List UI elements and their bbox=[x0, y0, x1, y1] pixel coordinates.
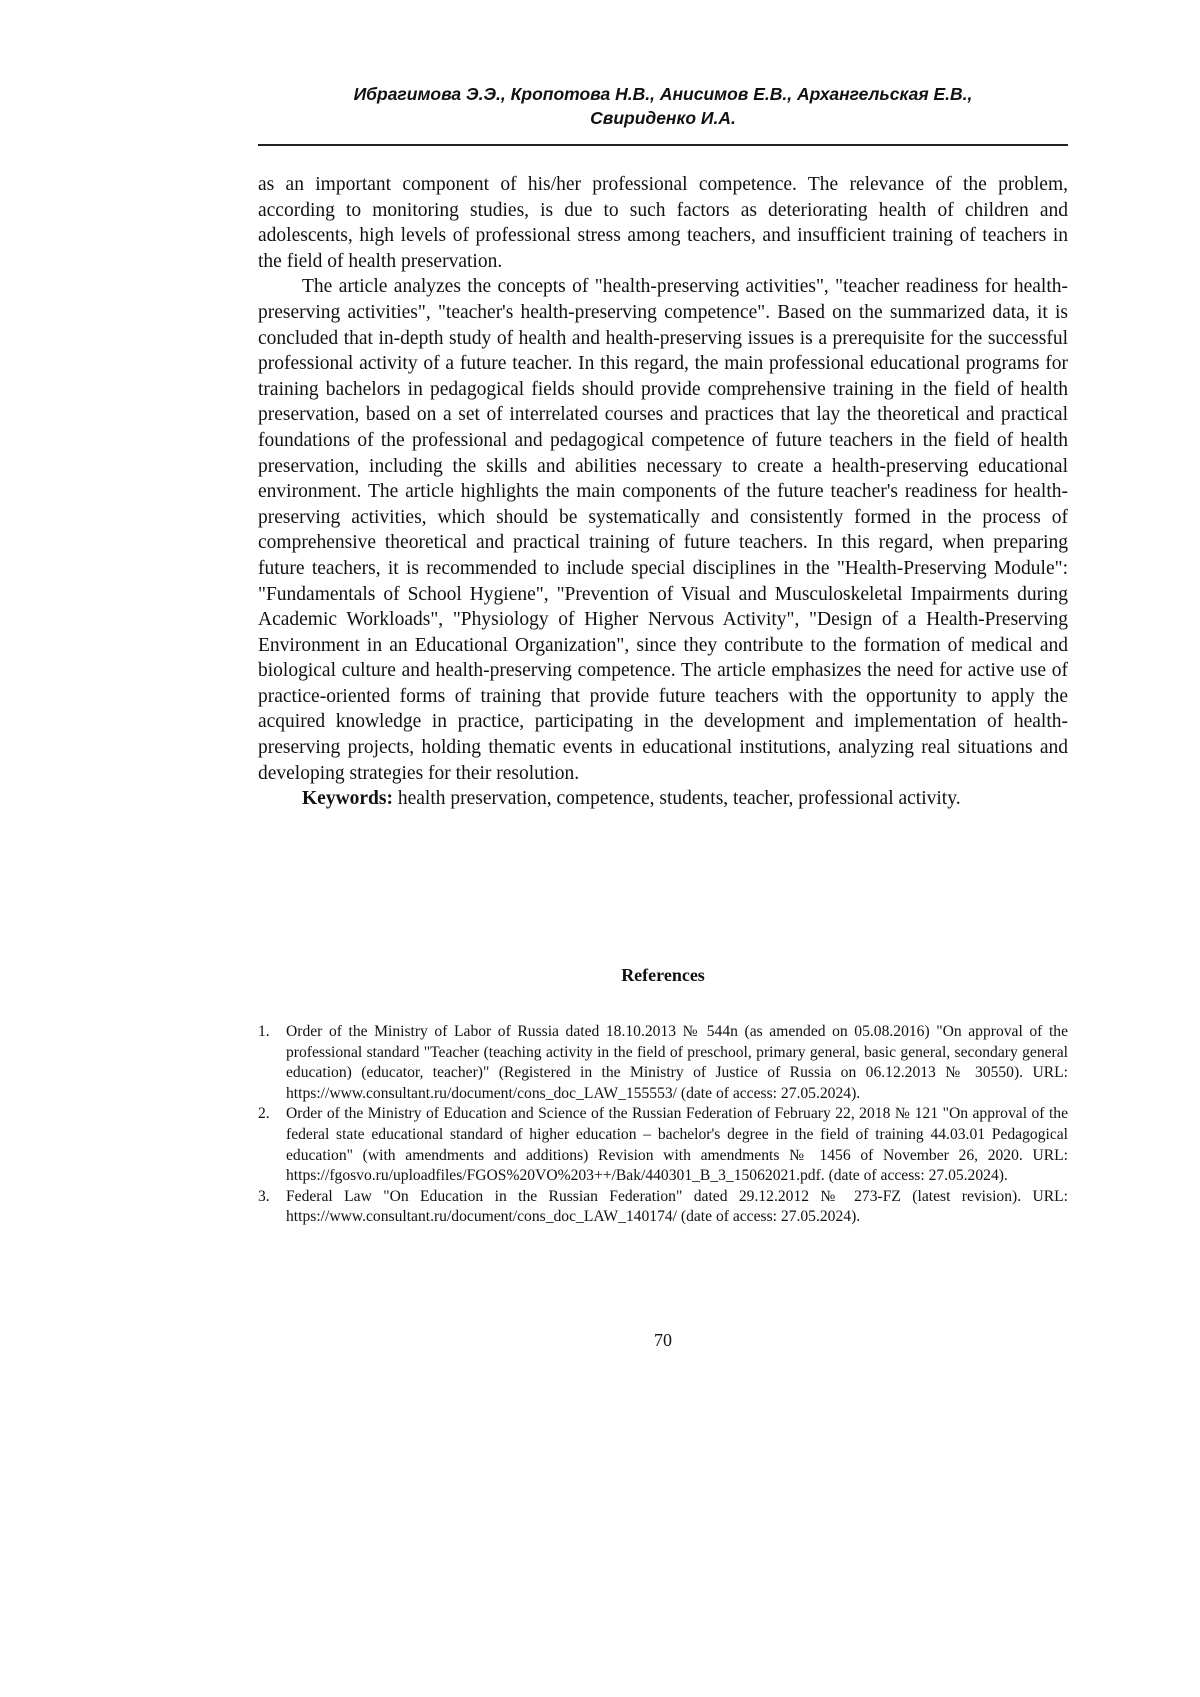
header-divider bbox=[258, 144, 1068, 146]
authors-line-1: Ибрагимова Э.Э., Кропотова Н.В., Анисимов Е.В., Архангельская Е.В., bbox=[258, 82, 1068, 106]
page-number: 70 bbox=[258, 1330, 1068, 1351]
reference-item bbox=[258, 1187, 1068, 1228]
paragraph-1: as an important component of his/her professional competence. The relevance of the problem, according to monitoring studies, is due to such factors as deteriorating health of children and adolescents, high levels of professional stress among teachers, and insufficient training of teachers in the field of health preservation. bbox=[258, 172, 1068, 274]
reference-number: 3. bbox=[258, 1187, 270, 1208]
reference-item bbox=[258, 1022, 1068, 1104]
references-list bbox=[258, 1022, 1068, 1228]
keywords-text: health preservation, competence, students, teacher, professional activity. bbox=[393, 788, 961, 809]
abstract-body bbox=[258, 172, 1068, 812]
paragraph-2: The article analyzes the concepts of "health-preserving activities", "teacher readiness for health-preserving activities", "teacher's health-preserving competence". Based on the summarized data, it is concluded that in-depth study of health and health-preserving issues is a prerequisite for the successful professional activity of a future teacher. In this regard, the main professional educational programs for training bachelors in pedagogical fields should provide comprehensive training in the field of health preservation, based on a set of interrelated courses and practices that lay the theoretical and practical foundations of the professional and pedagogical competence of future teachers in the field of health preservation, including the skills and abilities necessary to create a health-preserving educational environment. The article highlights the main components of the future teacher's readiness for health-preserving activities, which should be systematically and consistently formed in the process of comprehensive theoretical and practical training of future teachers. In this regard, when preparing future teachers, it is recommended to include special disciplines in the "Health-Preserving Module": "Fundamentals of School Hygiene", "Prevention of Visual and Musculoskeletal Impairments during Academic Workloads", "Physiology of Higher Nervous Activity", "Design of a Health-Preserving Environment in an Educational Organization", since they contribute to the formation of medical and biological culture and health-preserving competence. The article emphasizes the need for active use of practice-oriented forms of training that provide future teachers with the opportunity to apply the acquired knowledge in practice, participating in the development and implementation of health-preserving projects, holding thematic events in educational institutions, analyzing real situations and developing strategies for their resolution. bbox=[258, 274, 1068, 786]
keywords-label: Keywords: bbox=[302, 788, 393, 809]
reference-item bbox=[258, 1104, 1068, 1186]
reference-number: 1. bbox=[258, 1022, 270, 1043]
reference-text: Federal Law "On Education in the Russian Federation" dated 29.12.2012 № 273-FZ (latest revision). URL: https://www.consultant.ru/document/cons_doc_LAW_140174/ (date of access: 27.05.2024). bbox=[286, 1188, 1068, 1226]
running-header bbox=[258, 82, 1068, 130]
reference-text: Order of the Ministry of Labor of Russia dated 18.10.2013 № 544n (as amended on 05.08.2016) "On approval of the professional standard "Teacher (teaching activity in the field of preschool, primary general, basic general, secondary general education) (educator, teacher)" (Registered in the Ministry of Justice of Russia on 06.12.2013 № 30550). URL: https://www.consultant.ru/document/cons_doc_LAW_155553/ (date of access: 27.05.2024). bbox=[286, 1023, 1068, 1102]
reference-text: Order of the Ministry of Education and Science of the Russian Federation of February 22, 2018 № 121 "On approval of the federal state educational standard of higher education – bachelor's degree in the field of training 44.03.01 Pedagogical education" (with amendments and additions) Revision with amendments № 1456 of November 26, 2020. URL: https://fgosvo.ru/uploadfiles/FGOS%20VO%203++/Bak/440301_B_3_15062021.pdf. (date of access: 27.05.2024). bbox=[286, 1105, 1068, 1184]
references-title: References bbox=[258, 965, 1068, 986]
keywords bbox=[258, 786, 1068, 812]
reference-number: 2. bbox=[258, 1104, 270, 1125]
authors-line-2: Свириденко И.А. bbox=[258, 106, 1068, 130]
